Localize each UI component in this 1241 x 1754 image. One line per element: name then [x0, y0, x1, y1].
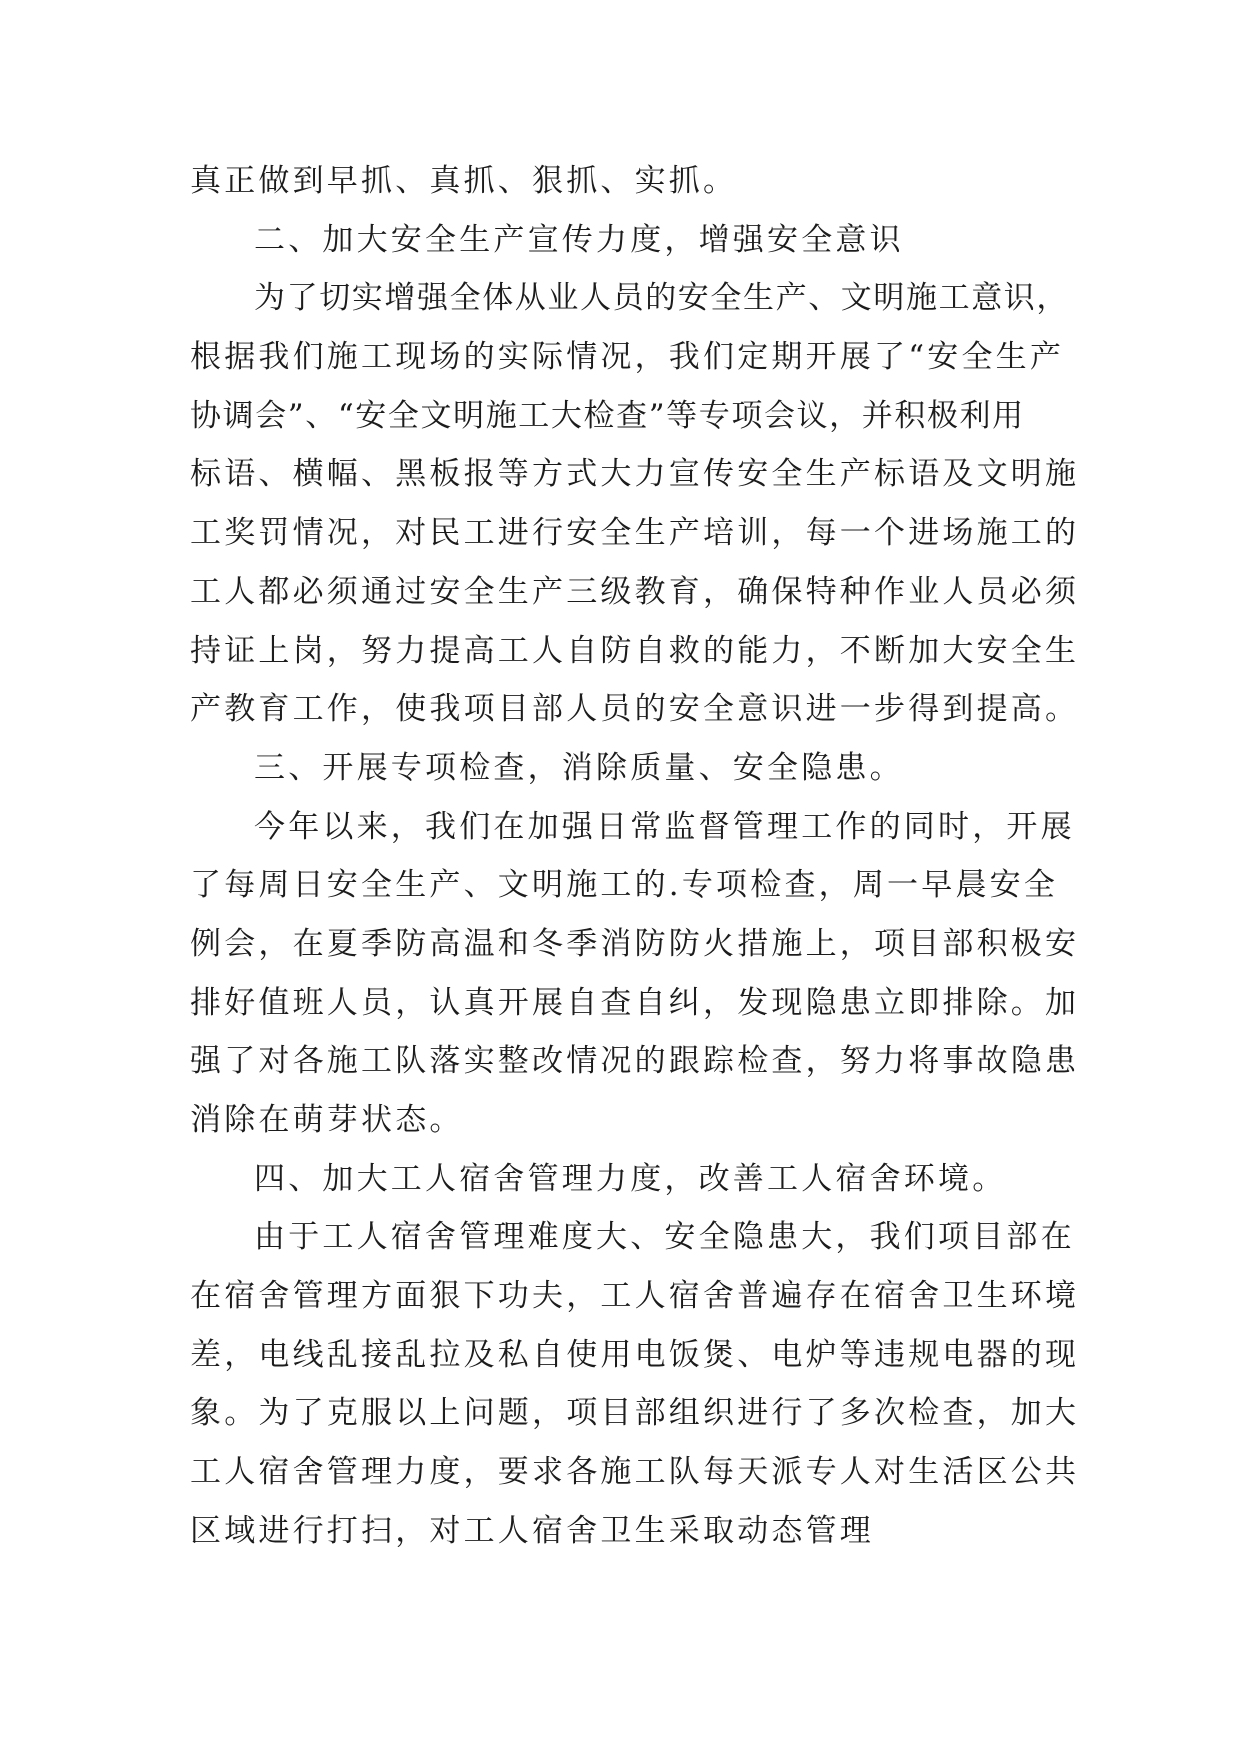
text-line: 区域进行打扫，对工人宿舍卫生采取动态管理	[190, 1512, 874, 1549]
section-heading-2	[190, 211, 1090, 270]
section-heading-4	[190, 1150, 1090, 1209]
section-heading-3	[190, 739, 1090, 798]
text-line: 真正做到早抓、真抓、狠抓、实抓。	[190, 163, 738, 199]
text-line: 象。为了克服以上问题，项目部组织进行了多次检查，加大	[190, 1395, 1080, 1432]
text-line: 工人都必须通过安全生产三级教育，确保特种作业人员必须	[190, 573, 1080, 610]
paragraph-safety-publicity	[190, 269, 1090, 739]
heading-text: 四、加大工人宿舍管理力度，改善工人宿舍环境。	[254, 1160, 1007, 1197]
paragraph-dormitory-management	[190, 1208, 1090, 1560]
paragraph-special-inspection	[190, 798, 1090, 1150]
text-line: 为了切实增强全体从业人员的安全生产、文明施工意识，	[254, 280, 1069, 317]
heading-text: 三、开展专项检查，消除质量、安全隐患。	[254, 749, 904, 786]
text-line: 工奖罚情况，对民工进行安全生产培训，每一个进场施工的	[190, 515, 1080, 552]
text-line: 标语、横幅、黑板报等方式大力宣传安全生产标语及文明施	[190, 456, 1080, 493]
text-line: 例会，在夏季防高温和冬季消防防火措施上，项目部积极安	[190, 925, 1080, 962]
text-line: 持证上岗，努力提高工人自防自救的能力，不断加大安全生	[190, 632, 1080, 669]
heading-text: 二、加大安全生产宣传力度，增强安全意识	[254, 221, 904, 258]
text-line: 差，电线乱接乱拉及私自使用电饭煲、电炉等违规电器的现	[190, 1336, 1080, 1373]
text-line: 产教育工作，使我项目部人员的安全意识进一步得到提高。	[190, 691, 1080, 728]
text-line: 工人宿舍管理力度，要求各施工队每天派专人对生活区公共	[190, 1454, 1080, 1491]
text-line: 在宿舍管理方面狠下功夫，工人宿舍普遍存在宿舍卫生环境	[190, 1278, 1080, 1315]
text-line: 了每周日安全生产、文明施工的.专项检查，周一早晨安全	[190, 867, 1059, 904]
text-line: 强了对各施工队落实整改情况的跟踪检查，努力将事故隐患	[190, 1043, 1080, 1080]
text-line: 消除在萌芽状态。	[190, 1102, 464, 1138]
document-body	[190, 152, 1090, 1561]
text-line: 根据我们施工现场的实际情况，我们定期开展了“安全生产	[190, 339, 1065, 376]
paragraph-continuation	[190, 152, 1090, 211]
text-line: 排好值班人员，认真开展自查自纠，发现隐患立即排除。加	[190, 984, 1080, 1021]
text-line: 由于工人宿舍管理难度大、安全隐患大，我们项目部在	[254, 1219, 1075, 1256]
text-line: 协调会”、“安全文明施工大检查”等专项会议，并积极利用	[190, 397, 1025, 434]
text-line: 今年以来，我们在加强日常监督管理工作的同时，开展	[254, 808, 1075, 845]
